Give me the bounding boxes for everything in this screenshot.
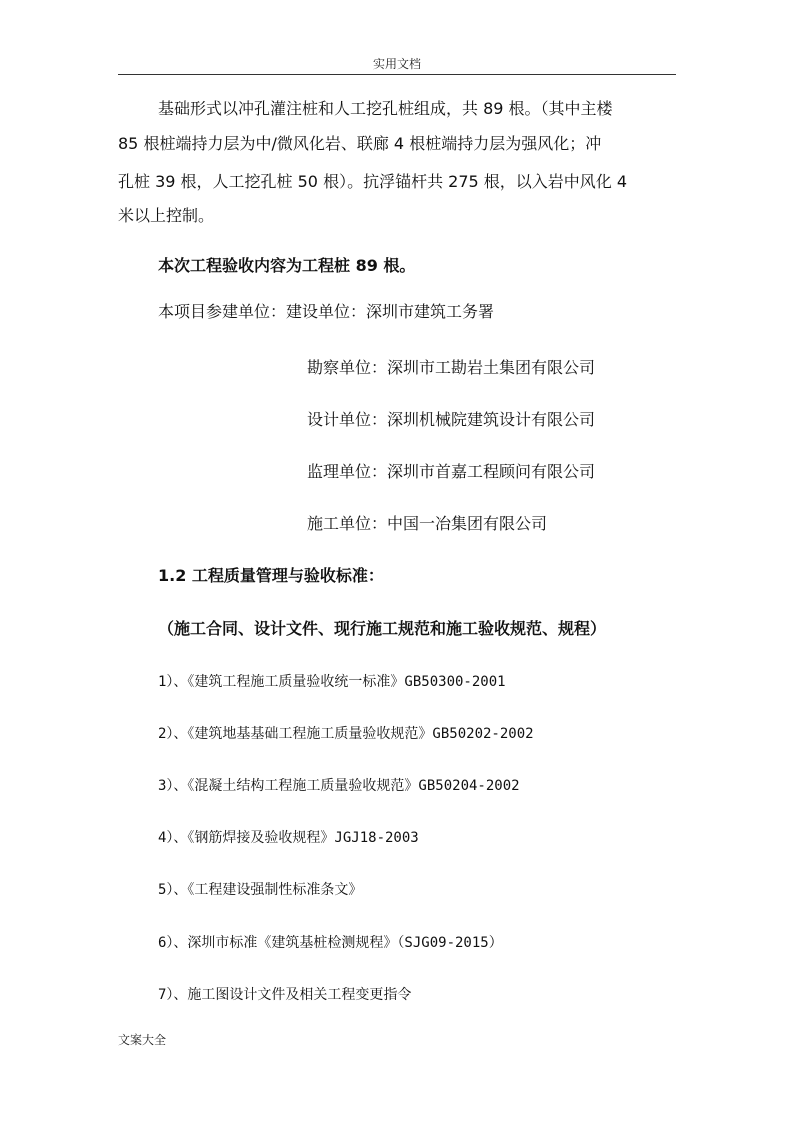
participating-units-lead: 本项目参建单位：建设单位：深圳市建筑工务署	[158, 302, 495, 321]
header-divider	[118, 74, 676, 75]
construction-unit: 施工单位：中国一冶集团有限公司	[307, 514, 548, 533]
standard-item: 3）、《混凝土结构工程施工质量验收规范》GB50204-2002	[158, 778, 520, 794]
supervision-unit: 监理单位：深圳市首嘉工程顾问有限公司	[307, 462, 596, 481]
acceptance-statement: 本次工程验收内容为工程桩 89 根。	[158, 256, 416, 275]
standard-item: 6）、深圳市标准《建筑基桩检测规程》（SJG09-2015）	[158, 935, 503, 951]
standard-item: 2）、《建筑地基基础工程施工质量验收规范》GB50202-2002	[158, 726, 534, 742]
survey-unit: 勘察单位：深圳市工勘岩土集团有限公司	[307, 358, 596, 377]
page-footer: 文案大全	[118, 1033, 167, 1047]
standard-item: 4）、《钢筋焊接及验收规程》JGJ18-2003	[158, 830, 419, 846]
standard-item: 1）、《建筑工程施工质量验收统一标准》GB50300-2001	[158, 674, 506, 690]
design-unit: 设计单位：深圳机械院建筑设计有限公司	[307, 410, 596, 429]
intro-line-4: 米以上控制。	[118, 206, 215, 225]
standard-item: 7）、施工图设计文件及相关工程变更指令	[158, 987, 412, 1003]
intro-line-1: 基础形式以冲孔灌注桩和人工挖孔桩组成，共 89 根。（其中主楼	[158, 99, 613, 118]
intro-line-2: 85 根桩端持力层为中/微风化岩、联廊 4 根桩端持力层为强风化；冲	[118, 134, 602, 153]
page-header: 实用文档	[372, 57, 421, 71]
intro-line-3: 孔桩 39 根，人工挖孔桩 50 根）。抗浮锚杆共 275 根，以入岩中风化 4	[118, 172, 628, 191]
section-title: 1.2 工程质量管理与验收标准：	[158, 566, 384, 585]
section-subtitle: （施工合同、设计文件、现行施工规范和施工验收规范、规程）	[158, 619, 607, 638]
standard-item: 5）、《工程建设强制性标准条文》	[158, 882, 363, 898]
